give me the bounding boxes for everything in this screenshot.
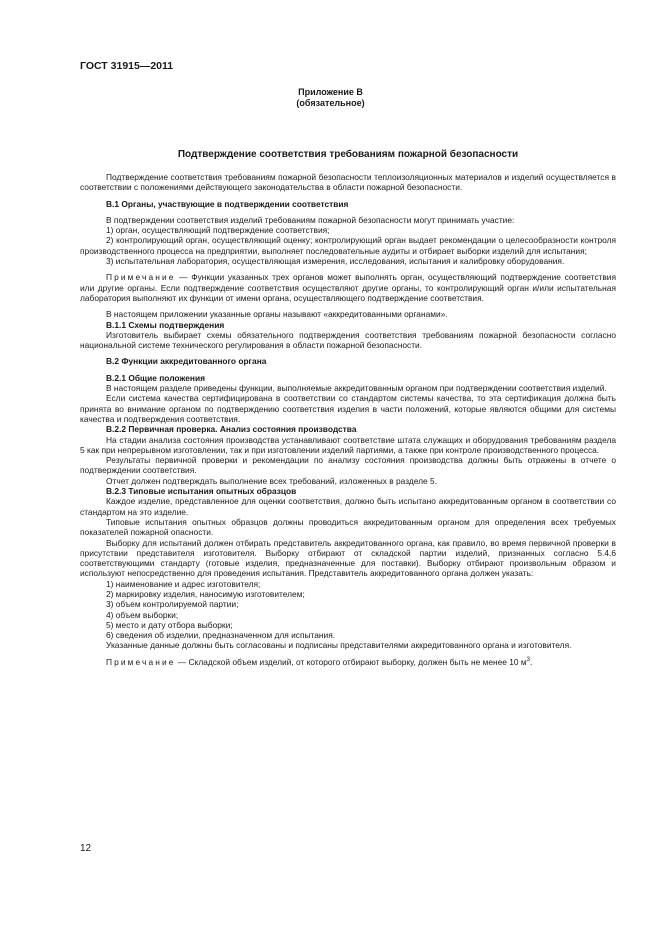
- b23-paragraph: Указанные данные должны быть согласованы и подписаны представителями аккредитованного органа и изготовителя.: [106, 640, 572, 651]
- b23-heading: В.2.3 Типовые испытания опытных образцов: [106, 486, 297, 497]
- note-text: — Функции указанных трех органов может выполнять орган, осуществляющий подтверждение соответствия или другие органы. Если подтверждение соответствия осуществляют другие органы, то контролирующий орган и/или испытательная лаборатория выполняют их функции от имени органа, осуществляющего подтверждение соответствия.: [80, 272, 616, 303]
- b21-paragraph: В настоящем разделе приведены функции, выполняемые аккредитованным органом при подтверждении соответствия изделий.: [106, 383, 607, 394]
- b22-paragraph: Отчет должен подтверждать выполнение всех требований, изложенных в разделе 5.: [106, 475, 438, 486]
- section-title: Подтверждение соответствия требованиям пожарной безопасности: [177, 149, 519, 160]
- b22-paragraph: Результаты первичной проверки и рекомендации по анализу состояния производства должны быть отражены в отчете о подтверждении соответствия.: [80, 455, 616, 476]
- b21-heading: В.2.1 Общие положения: [106, 372, 205, 383]
- b11-heading: В.1.1 Схемы подтверждения: [106, 319, 225, 330]
- note-superscript: 3: [526, 656, 530, 663]
- annex-status: (обязательное): [296, 98, 365, 108]
- b1-list-item: 3) испытательная лаборатория, осуществляющая измерения, исследования, испытания и калибровку оборудования.: [106, 256, 565, 267]
- b1-note: [80, 272, 616, 303]
- b2-heading: В.2 Функции аккредитованного органа: [106, 356, 267, 367]
- b23-list-item: 6) сведения об изделии, предназначенном для испытания.: [106, 630, 336, 641]
- b1-paragraph: В подтверждении соответствия изделий требованиям пожарной безопасности могут принимать участие:: [106, 214, 515, 225]
- annex-heading: [0, 87, 661, 109]
- b22-paragraph: На стадии анализа состояния производства устанавливают соответствие штата служащих и оборудования требованиям раздела 5 как при непрерывном изготовлении, так и при изготовлении изделий партиями, а также при контроле производственного процесса.: [80, 434, 616, 455]
- intro-paragraph: Подтверждение соответствия требованиям пожарной безопасности теплоизоляционных материалов и изделий осуществляется в соответствии с положениями действующего законодательства в области пожарной безопасности.: [80, 172, 616, 193]
- b1-heading: В.1 Органы, участвующие в подтверждении соответствия: [106, 198, 349, 209]
- b11-paragraph: Изготовитель выбирает схемы обязательного подтверждения соответствия требованиям пожарной безопасности согласно национальной системе технического регулирования в области пожарной безопасности.: [80, 329, 616, 351]
- b21-paragraph: Если система качества сертифицирована в соответствии со стандартом системы качества, то эта сертификация должна быть принята во внимание органом по подтверждению соответствия изделия в части положений, которые являются общими для системы качества и подтверждения соответствия.: [80, 393, 616, 424]
- annex-title: Приложение В: [298, 87, 363, 97]
- b1-list-item: 2) контролирующий орган, осуществляющий оценку; контролирующий орган выдает рекомендации о целесообразности контроля производственного процесса на предприятии, выполняет последовательные аудиты и отбирает выборки изделий для испытания;: [80, 235, 616, 256]
- document-body: [80, 172, 616, 667]
- b23-list-item: 2) маркировку изделия, наносимую изготовителем;: [106, 588, 305, 599]
- note-text: — Складской объем изделий, от которого отбирают выборку, должен быть не менее 10 м: [175, 656, 527, 667]
- standard-header: ГОСТ 31915—2011: [80, 60, 174, 72]
- b1-list-item: 1) орган, осуществляющий подтверждение соответствия;: [106, 225, 330, 236]
- b23-list-item: 5) место и дату отбора выборки;: [106, 619, 233, 630]
- note-label: Примечание: [106, 656, 176, 667]
- b23-list-item: 3) объем контролируемой партии;: [106, 599, 239, 610]
- page-number: 12: [80, 843, 92, 854]
- b23-paragraph: Типовые испытания опытных образцов должны проводиться аккредитованным органом для определения всех требуемых показателей пожарной опасности.: [80, 516, 616, 538]
- note-end: .: [530, 656, 533, 667]
- b23-note: [80, 657, 616, 667]
- b23-paragraph: Каждое изделие, представленное для оценки соответствия, должно быть испытано аккредитованным органом в соответствии со стандартом на это изделие.: [80, 496, 616, 517]
- b23-list-item: 4) объем выборки;: [106, 609, 179, 620]
- b23-list-item: 1) наименование и адрес изготовителя;: [106, 578, 261, 589]
- b22-heading: В.2.2 Первичная проверка. Анализ состояния производства: [106, 424, 357, 435]
- b1-paragraph: В настоящем приложении указанные органы называют «аккредитованными органами».: [106, 309, 448, 320]
- b23-paragraph: Выборку для испытаний должен отбирать представитель аккредитованного органа, как правило, во время первичной проверки в присутствии представителя изготовителя. Выборку отбирают от складской партии изделий, признанных согласно 5.4.6 соответствующими стандарту (готовые изделия, предназначенные для поставки). Выборку отбирают произвольным образом и используют непосредственно для проведения испытания. Представитель аккредитованного органа должен указать:: [80, 537, 616, 579]
- note-label: Примечание: [106, 272, 176, 283]
